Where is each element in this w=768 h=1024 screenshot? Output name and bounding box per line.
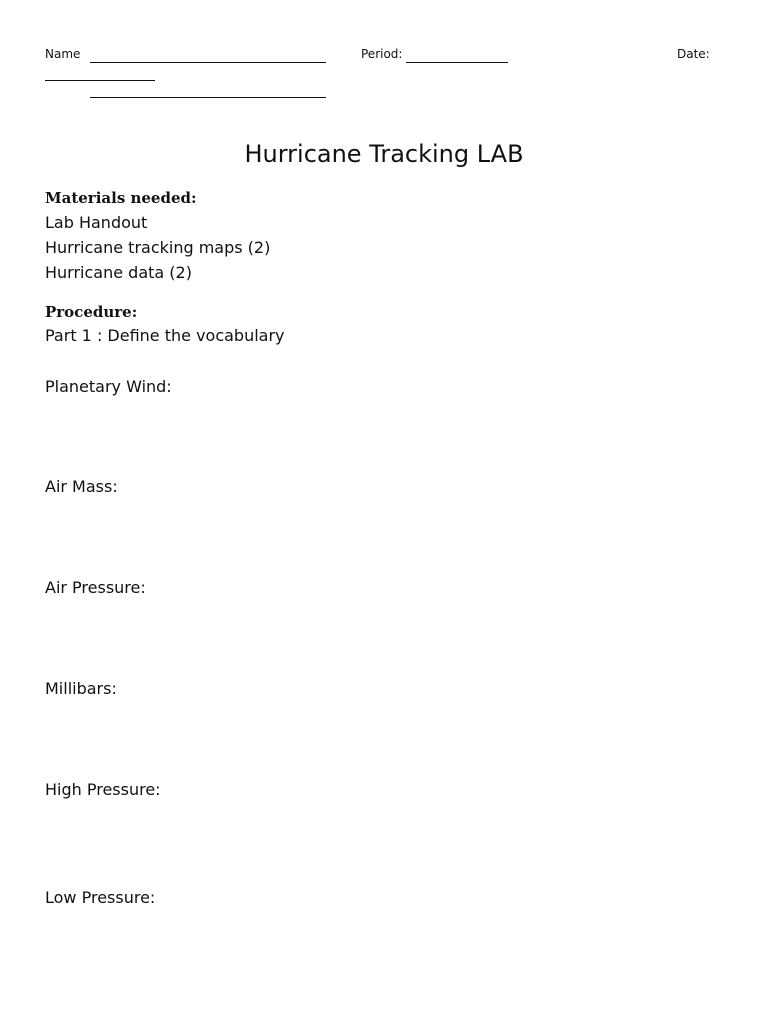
materials-heading: Materials needed: [45, 189, 197, 207]
procedure-heading: Procedure: [45, 303, 138, 321]
vocab-term-air-mass: Air Mass: [45, 477, 118, 496]
vocab-term-high-pressure: High Pressure: [45, 780, 161, 799]
materials-item: Hurricane data (2) [45, 263, 192, 282]
period-label: Period: [361, 47, 403, 61]
vocab-term-planetary-wind: Planetary Wind: [45, 377, 172, 396]
vocab-term-low-pressure: Low Pressure: [45, 888, 156, 907]
date-field-line[interactable] [45, 80, 155, 81]
date-label: Date: [677, 47, 710, 61]
procedure-part1: Part 1 : Define the vocabulary [45, 326, 285, 345]
page-title: Hurricane Tracking LAB [244, 140, 524, 168]
materials-item: Lab Handout [45, 213, 148, 232]
name-label: Name [45, 47, 81, 61]
name-field-line[interactable] [90, 62, 326, 63]
name-field-line-2[interactable] [90, 97, 326, 98]
period-field-line[interactable] [406, 62, 508, 63]
materials-item: Hurricane tracking maps (2) [45, 238, 271, 257]
vocab-term-millibars: Millibars: [45, 679, 117, 698]
vocab-term-air-pressure: Air Pressure: [45, 578, 146, 597]
